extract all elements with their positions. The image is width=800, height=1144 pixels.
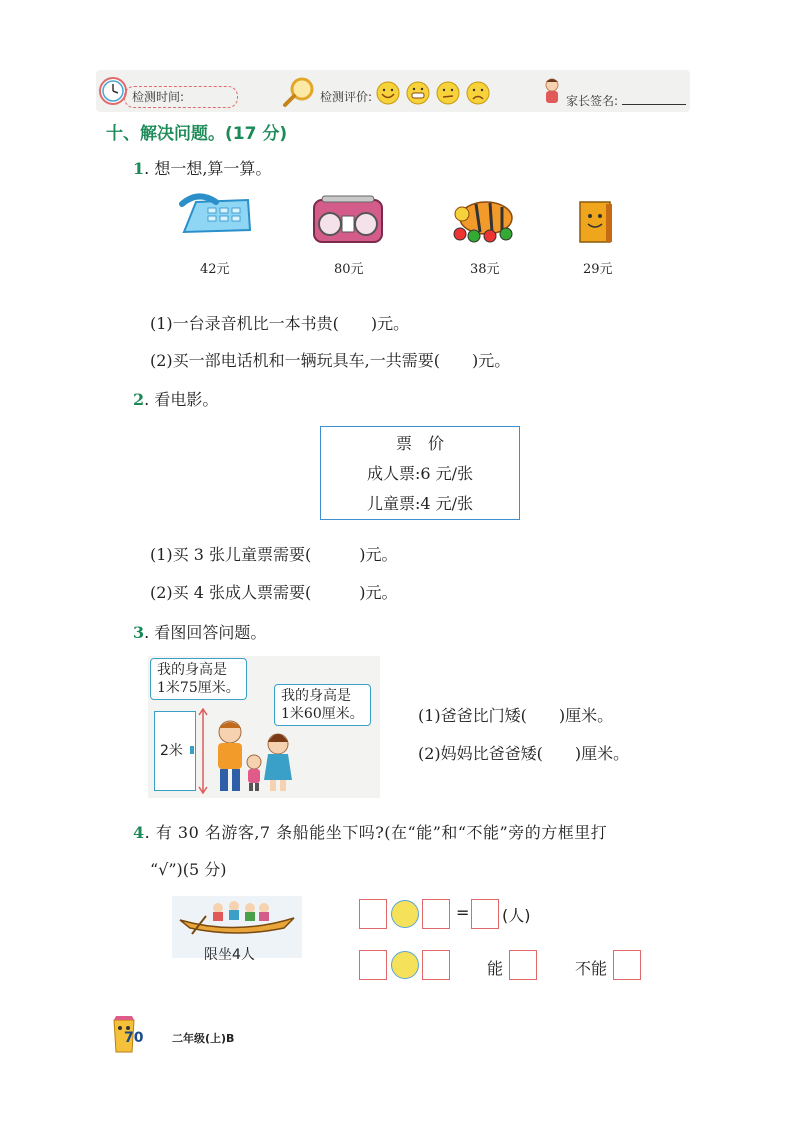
answer-box-4[interactable] xyxy=(359,950,387,980)
answer-box-5[interactable] xyxy=(422,950,450,980)
boat-capacity-caption: 限坐4人 xyxy=(204,947,255,963)
family-figures xyxy=(208,718,298,794)
radio-cassette-icon xyxy=(312,194,384,244)
magnifier-icon xyxy=(282,76,318,108)
clock-icon xyxy=(98,76,128,106)
question-text: . 看电影。 xyxy=(144,390,219,409)
q3-subquestion-2: (2)妈妈比爸爸矮( )厘米。 xyxy=(418,744,630,763)
ticket-price-box xyxy=(320,426,520,520)
mom-bubble-line-2: 1米60厘米。 xyxy=(281,706,364,722)
door-handle xyxy=(190,746,194,754)
answer-box-3[interactable] xyxy=(471,899,499,929)
q1-subquestion-1: (1)一台录音机比一本书贵( )元。 xyxy=(150,314,410,333)
dad-speech-bubble xyxy=(150,658,247,700)
parent-icon xyxy=(540,76,564,108)
dad-bubble-line-1: 我的身高是 xyxy=(157,662,227,678)
adult-ticket-price: 成人票:6 元/张 xyxy=(366,464,474,483)
question-text: . 想一想,算一算。 xyxy=(144,159,272,178)
answer-box-1[interactable] xyxy=(359,899,387,929)
price-book: 29元 xyxy=(583,262,613,277)
q2-subquestion-1: (1)买 3 张儿童票需要( )元。 xyxy=(150,545,398,564)
q3-subquestion-1: (1)爸爸比门矮( )厘米。 xyxy=(418,706,614,725)
telephone-icon xyxy=(178,192,256,240)
father-figure xyxy=(218,721,242,791)
can-checkbox[interactable] xyxy=(509,950,537,980)
child-figure xyxy=(247,755,261,791)
face-rating-icons xyxy=(375,80,495,106)
question-2 xyxy=(133,387,218,410)
toy-car-icon xyxy=(448,198,518,244)
unit-label: (人) xyxy=(502,906,531,925)
mother-figure xyxy=(264,734,292,791)
mom-bubble-line-1: 我的身高是 xyxy=(281,688,351,704)
page-number: 70 xyxy=(124,1030,144,1046)
price-telephone: 42元 xyxy=(200,262,230,277)
parent-sign-field[interactable] xyxy=(622,104,686,105)
door-height-label: 2米 xyxy=(160,743,183,759)
price-toy-car: 38元 xyxy=(470,262,500,277)
question-text: . 有 30 名游客,7 条船能坐下吗?(在“能”和“不能”旁的方框里打 xyxy=(144,823,608,842)
grade-label: 二年级(上)B xyxy=(172,1032,235,1045)
question-4 xyxy=(133,820,607,843)
ticket-title: 票 价 xyxy=(395,434,444,453)
child-ticket-price: 儿童票:4 元/张 xyxy=(366,494,474,513)
cannot-label: 不能 xyxy=(575,959,608,978)
section-title: 十、解决问题。(17 分) xyxy=(106,124,288,144)
question-number: 3 xyxy=(133,623,145,642)
question-number: 2 xyxy=(133,390,145,409)
question-1 xyxy=(133,156,271,179)
height-arrow xyxy=(198,708,208,794)
parent-sign-label: 家长签名: xyxy=(566,94,619,108)
question-text: . 看图回答问题。 xyxy=(144,623,267,642)
price-radio: 80元 xyxy=(334,262,364,277)
question-number: 4 xyxy=(133,823,145,842)
question-3 xyxy=(133,620,266,643)
grinning-face-icon xyxy=(407,82,429,104)
book-icon xyxy=(576,198,616,244)
cannot-checkbox[interactable] xyxy=(613,950,641,980)
can-label: 能 xyxy=(487,959,504,978)
evaluation-label: 检测评价: xyxy=(320,90,373,104)
operator-circle-1[interactable] xyxy=(391,900,419,928)
q2-subquestion-2: (2)买 4 张成人票需要( )元。 xyxy=(150,583,398,602)
sad-face-icon xyxy=(467,82,489,104)
q1-subquestion-2: (2)买一部电话机和一辆玩具车,一共需要( )元。 xyxy=(150,351,511,370)
question-number: 1 xyxy=(133,159,145,178)
time-label: 检测时间: xyxy=(132,90,185,104)
question-4-line-2: “√”)(5 分) xyxy=(150,860,227,879)
neutral-face-icon xyxy=(437,82,459,104)
equals-sign: = xyxy=(456,903,470,922)
operator-circle-2[interactable] xyxy=(391,951,419,979)
happy-face-icon xyxy=(377,82,399,104)
rowboat-icon xyxy=(176,896,298,936)
answer-box-2[interactable] xyxy=(422,899,450,929)
dad-bubble-line-2: 1米75厘米。 xyxy=(157,680,240,696)
